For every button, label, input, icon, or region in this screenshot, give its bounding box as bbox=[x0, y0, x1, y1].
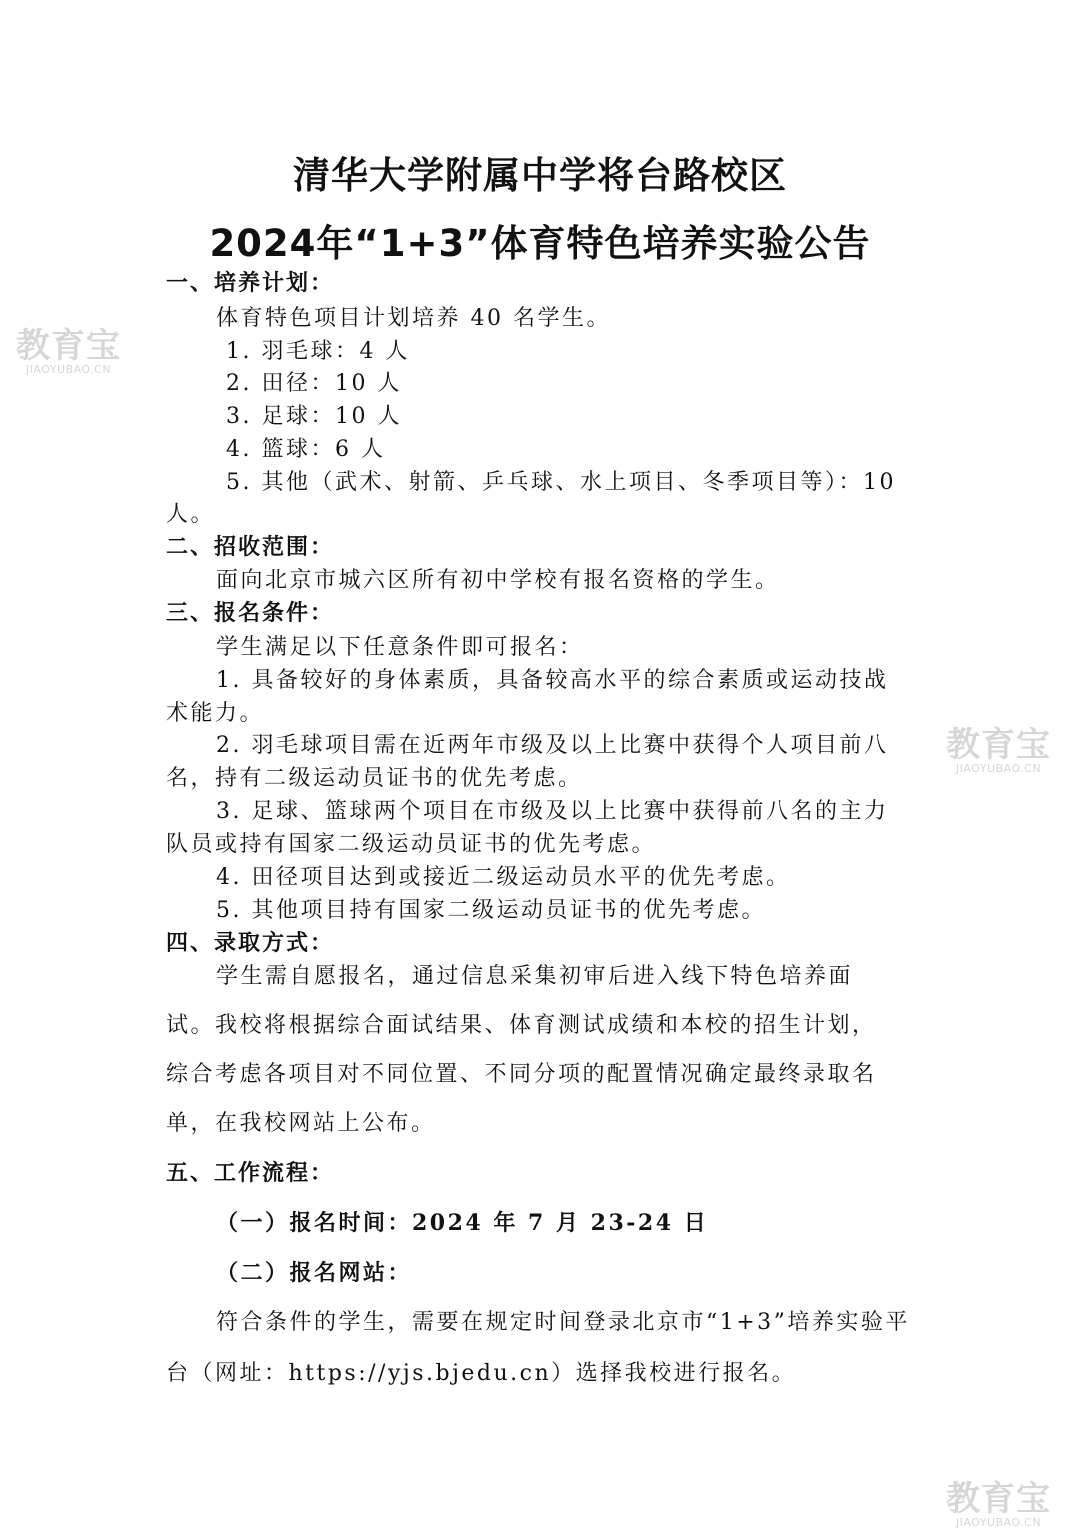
section-3-heading: 三、报名条件： bbox=[166, 601, 335, 626]
condition-2: 2. 羽毛球项目需在近两年市级及以上比赛中获得个人项目前八 bbox=[216, 733, 889, 758]
section-1-intro: 体育特色项目计划培养 40 名学生。 bbox=[216, 306, 611, 331]
admission-line-4: 单，在我校网站上公布。 bbox=[166, 1111, 436, 1136]
registration-paragraph-line-1: 符合条件的学生，需要在规定时间登录北京市“1+3”培养实验平 bbox=[216, 1310, 910, 1335]
plan-item-other: 5. 其他（武术、射箭、乒乓球、水上项目、冬季项目等）：10 bbox=[226, 470, 896, 495]
condition-2-cont: 名，持有二级运动员证书的优先考虑。 bbox=[166, 766, 583, 791]
title-line-2: 2024年“1+3”体育特色培养实验公告 bbox=[209, 222, 871, 265]
section-3-intro: 学生满足以下任意条件即可报名： bbox=[216, 635, 584, 660]
watermark-en: JIAOYUBAO.CN bbox=[25, 363, 112, 376]
registration-website-label: （二）报名网站： bbox=[216, 1260, 413, 1286]
admission-line-3: 综合考虑各项目对不同位置、不同分项的配置情况确定最终录取名 bbox=[166, 1062, 877, 1087]
watermark-cn: 教育宝 bbox=[946, 725, 1051, 765]
plan-item-other-cont: 人。 bbox=[166, 502, 216, 527]
section-2-heading: 二、招收范围： bbox=[166, 535, 335, 560]
watermark-en: JIAOYUBAO.CN bbox=[955, 762, 1042, 775]
watermark-logo bbox=[16, 328, 121, 376]
section-1-heading: 一、培养计划： bbox=[166, 271, 335, 296]
title-line-1: 清华大学附属中学将台路校区 bbox=[293, 154, 787, 197]
condition-5: 5. 其他项目持有国家二级运动员证书的优先考虑。 bbox=[216, 898, 766, 923]
watermark-logo bbox=[946, 727, 1051, 775]
admission-line-2: 试。我校将根据综合面试结果、体育测试成绩和本校的招生计划， bbox=[166, 1013, 877, 1038]
condition-1-cont: 术能力。 bbox=[166, 701, 265, 726]
watermark-cn: 教育宝 bbox=[946, 1479, 1051, 1519]
section-4-heading: 四、录取方式： bbox=[166, 931, 335, 956]
watermark-logo bbox=[946, 1481, 1051, 1529]
condition-1: 1. 具备较好的身体素质，具备较高水平的综合素质或运动技战 bbox=[216, 668, 889, 693]
condition-3-cont: 队员或持有国家二级运动员证书的优先考虑。 bbox=[166, 832, 657, 857]
plan-item-track: 2. 田径：10 人 bbox=[226, 371, 402, 396]
section-5-heading: 五、工作流程： bbox=[166, 1161, 335, 1186]
watermark-en: JIAOYUBAO.CN bbox=[955, 1516, 1042, 1529]
plan-item-basketball: 4. 篮球：6 人 bbox=[226, 437, 386, 462]
plan-item-football: 3. 足球：10 人 bbox=[226, 404, 402, 429]
plan-item-badminton: 1. 羽毛球：4 人 bbox=[226, 339, 410, 364]
registration-time: （一）报名时间：2024 年 7 月 23-24 日 bbox=[216, 1210, 709, 1236]
condition-4: 4. 田径项目达到或接近二级运动员水平的优先考虑。 bbox=[216, 865, 791, 890]
section-2-text: 面向北京市城六区所有初中学校有报名资格的学生。 bbox=[216, 568, 780, 593]
admission-line-1: 学生需自愿报名，通过信息采集初审后进入线下特色培养面 bbox=[216, 964, 854, 989]
registration-paragraph-line-2: 台（网址：https://yjs.bjedu.cn）选择我校进行报名。 bbox=[166, 1361, 797, 1386]
condition-3: 3. 足球、篮球两个项目在市级及以上比赛中获得前八名的主力 bbox=[216, 799, 889, 824]
watermark-cn: 教育宝 bbox=[16, 326, 121, 366]
